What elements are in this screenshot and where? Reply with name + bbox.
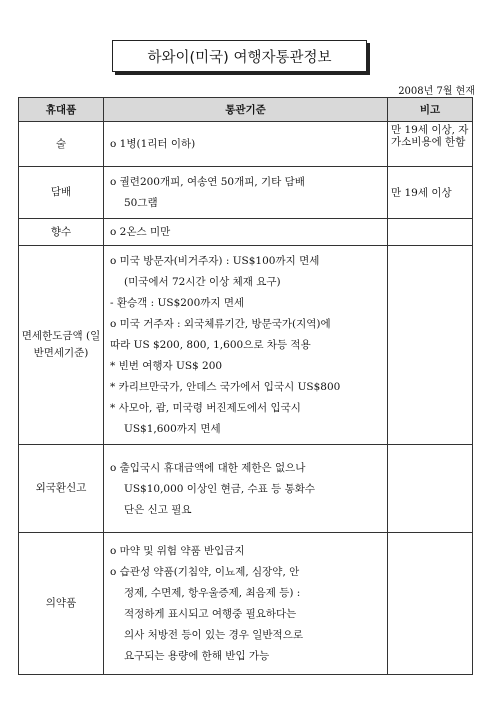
table-row-perfume	[19, 219, 473, 246]
standard-line: * 카리브만국가, 안데스 국가에서 입국시 US$800	[110, 381, 341, 393]
standard-line: 요구되는 용량에 한해 반입 가능	[124, 650, 270, 662]
item-cell: 담배	[19, 167, 104, 219]
standard-line: * 사모아, 괌, 미국령 버진제도에서 입국시	[110, 402, 301, 414]
note-cell: 만 19세 이상	[388, 167, 473, 219]
header-note: 비고	[388, 98, 473, 122]
standard-line: o 2온스 미만	[110, 225, 171, 238]
header-item: 휴대품	[19, 98, 104, 122]
item-cell: 외국환신고	[19, 445, 104, 533]
item-cell: 술	[19, 122, 104, 167]
note-cell	[388, 533, 473, 675]
standard-line: 50그램	[124, 197, 158, 209]
standard-line: US$10,000 이상인 현금, 수표 등 통화수	[124, 482, 316, 495]
standard-line: o 1병(1리터 이하)	[110, 138, 196, 150]
table-row-currency-declaration	[19, 445, 473, 533]
standard-line: (미국에서 72시간 이상 체재 요구)	[124, 276, 281, 288]
table-row-medicine	[19, 533, 473, 675]
standard-line: 정제, 수면제, 항우울증제, 최음제 등) :	[124, 587, 301, 599]
standard-cell	[104, 445, 388, 533]
item-cell: 의약품	[19, 533, 104, 675]
date-label: 2008년 7월 현재	[398, 86, 475, 97]
standard-line: o 습관성 약품(기침약, 이뇨제, 심장약, 안	[110, 566, 300, 578]
note-cell	[388, 246, 473, 445]
standard-cell	[104, 246, 388, 445]
customs-info-table	[18, 97, 473, 675]
note-cell	[388, 219, 473, 246]
standard-cell	[104, 533, 388, 675]
table-header-row	[19, 98, 473, 122]
document-title: 하와이(미국) 여행자통관정보	[112, 40, 367, 72]
table-row-alcohol	[19, 122, 473, 167]
standard-line: 의사 처방전 등이 있는 경우 일반적으로	[124, 629, 303, 641]
standard-cell	[104, 167, 388, 219]
standard-line: o 마약 및 위험 약품 반입금지	[110, 545, 245, 557]
standard-line: 따라 US $200, 800, 1,600으로 차등 적용	[110, 339, 311, 351]
standard-line: 적정하게 표시되고 여행중 필요하다는	[124, 608, 297, 620]
standard-cell	[104, 122, 388, 167]
standard-cell	[104, 219, 388, 246]
standard-line: * 빈번 여행자 US$ 200	[110, 360, 223, 372]
standard-line: US$1,600까지 면세	[124, 423, 221, 435]
table-row-duty-free-limit	[19, 246, 473, 445]
header-standard: 통관기준	[104, 98, 388, 122]
item-cell: 향수	[19, 219, 104, 246]
standard-line: o 궐련200개피, 여송연 50개피, 기타 담배	[110, 176, 305, 188]
standard-line: - 환승객 : US$200까지 면세	[110, 297, 245, 309]
standard-line: 단은 신고 필요	[124, 503, 192, 516]
standard-line: o 출입국시 휴대금액에 대한 제한은 없으나	[110, 461, 306, 474]
standard-line: o 미국 방문자(비거주자) : US$100까지 면세	[110, 255, 320, 267]
standard-line: o 미국 거주자 : 외국체류기간, 방문국가(지역)에	[110, 318, 331, 330]
item-cell: 면세한도금액 (일반면세기준)	[19, 246, 104, 445]
note-cell	[388, 445, 473, 533]
note-cell: 만 19세 이상, 자가소비용에 한함	[388, 122, 473, 167]
table-row-tobacco	[19, 167, 473, 219]
